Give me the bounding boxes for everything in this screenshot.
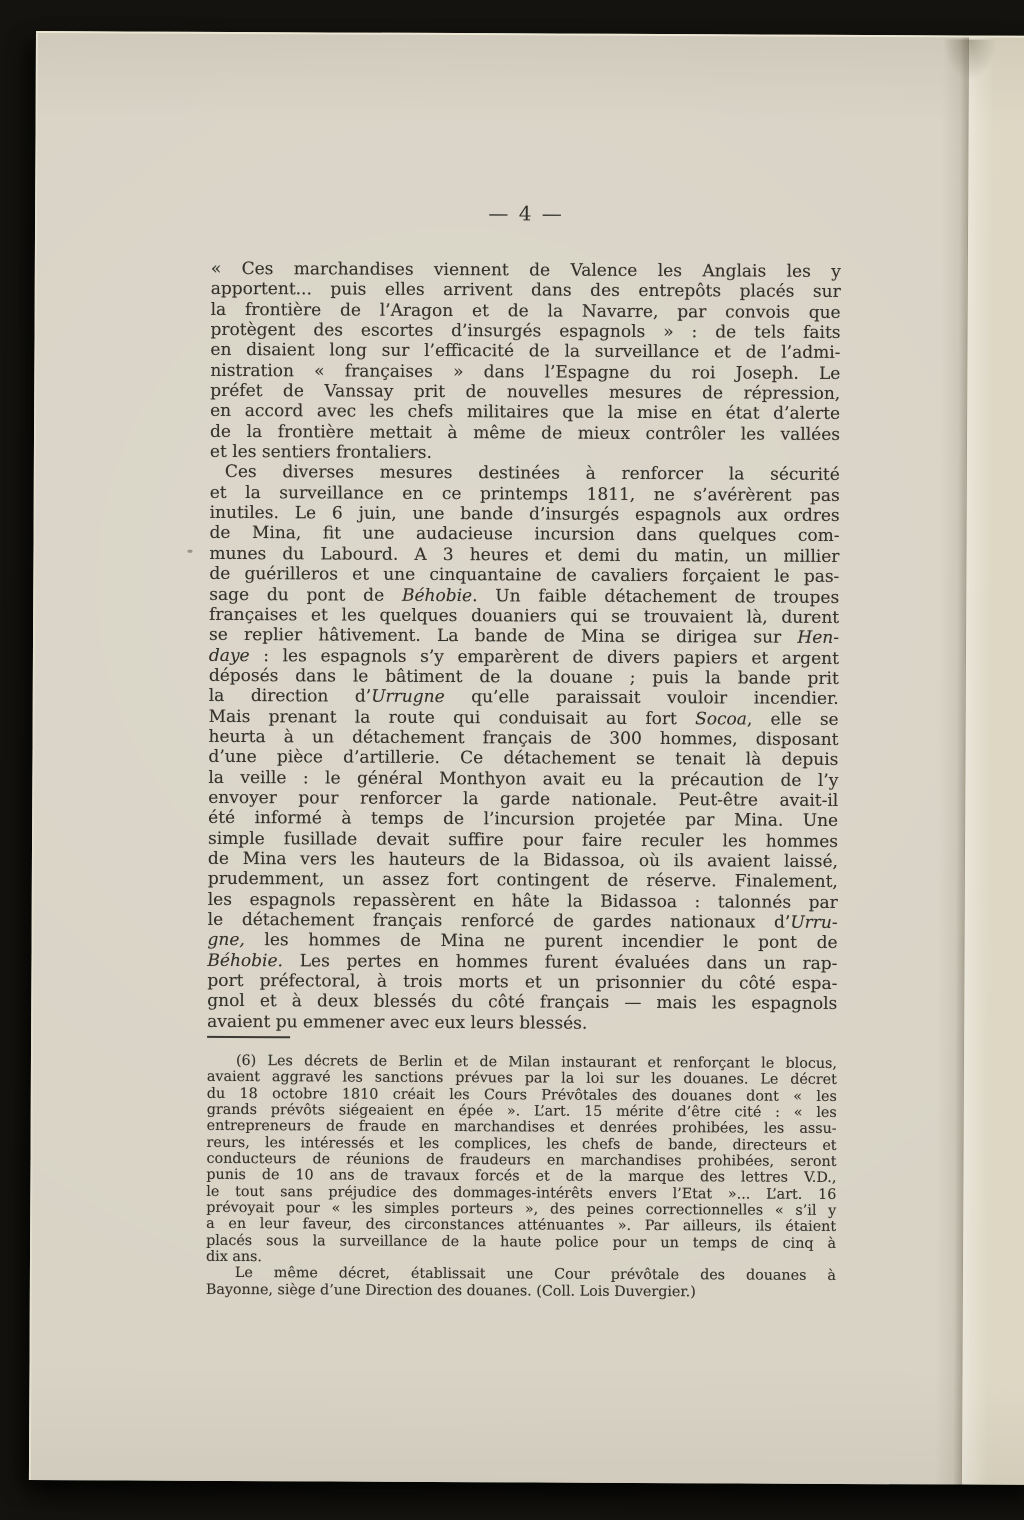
text-segment: nistration « françaises » dans l’Espagne du roi Joseph. Le xyxy=(210,360,841,384)
text-segment: entrepreneurs de fraude en marchandises et denrées prohibées, les assu- xyxy=(206,1118,837,1138)
text-segment: Mais prenant la route qui conduisait au fort xyxy=(208,706,696,729)
body-text xyxy=(207,259,841,1035)
text-segment: la direction d’ xyxy=(208,686,372,707)
page-number: — 4 — xyxy=(488,201,564,226)
text-segment: françaises et les quelques douaniers qui se trouvaient là, durent xyxy=(209,604,840,628)
text-segment: le tout sans préjudice des dommages-intérêts envers l’Etat »... L’art. 16 xyxy=(206,1183,837,1203)
italic-text-segment: Urru- xyxy=(790,912,838,933)
text-segment: dix ans. xyxy=(205,1248,263,1266)
text-segment: en disaient long sur l’efficacité de la surveillance et de l’admi- xyxy=(210,340,841,364)
italic-text-segment: gne, xyxy=(207,930,245,951)
text-segment: : les espagnols s’y emparèrent de divers papiers et argent xyxy=(249,645,839,669)
text-segment: apportent... puis elles arrivent dans des entrepôts placés sur xyxy=(210,279,841,303)
page-surface xyxy=(31,33,968,1485)
footnotes xyxy=(206,1053,837,1301)
italic-text-segment: Urrugne xyxy=(371,686,445,708)
text-segment: protègent des escortes d’insurgés espagnols » : de tels faits xyxy=(210,319,841,343)
text-segment: gnol et à deux blessés du côté français — mais les espagnols xyxy=(207,991,838,1015)
text-segment: port préfectoral, à trois morts et un prisonnier du côté espa- xyxy=(207,970,838,994)
text-segment: inutiles. Le 6 juin, une bande d’insurgés espagnols aux ordres xyxy=(209,502,840,527)
text-segment: prévoyait pour « les simples porteurs », des peines correctionnelles « s’il y xyxy=(206,1199,837,1220)
text-segment: du 18 octobre 1810 créait les Cours Prévôtales des douanes dont « les xyxy=(206,1085,837,1105)
text-line xyxy=(206,1282,836,1301)
text-segment: été informé à temps de l’incursion projetée par Mina. Une xyxy=(208,808,839,832)
text-segment: déposés dans le bâtiment de la douane ; puis la bande prit xyxy=(208,665,839,689)
text-segment: de Mina vers les hauteurs de la Bidassoa, où ils avaient laissé, xyxy=(207,848,838,872)
text-segment: en accord avec les chefs militaires que la mise en état d’alerte xyxy=(210,401,841,425)
text-line xyxy=(207,1012,837,1035)
text-segment: prudemment, un assez fort contingent de réserve. Finalement, xyxy=(207,869,838,893)
text-segment: « Ces marchandises viennent de Valence les Anglais les y xyxy=(210,258,841,282)
italic-text-segment: daye xyxy=(208,645,250,666)
text-segment: le détachement français renforcé de gardes nationaux d’ xyxy=(207,909,791,933)
text-segment: d’une pièce d’artillerie. Ce détachement se tenait là depuis xyxy=(208,747,839,771)
text-segment: la veille : le général Monthyon avait eu la précaution de l’y xyxy=(208,767,839,791)
italic-text-segment: Béhobie. xyxy=(207,950,284,971)
text-segment: reurs, les intéressés et les complices, les chefs de bande, directeurs et xyxy=(206,1134,837,1154)
text-segment: et les sentiers frontaliers. xyxy=(209,441,432,464)
text-segment: Bayonne, siège d’une Direction des douanes. (Coll. Lois Duvergier.) xyxy=(205,1281,696,1301)
text-segment: , elle se xyxy=(746,709,839,730)
text-segment: punis de 10 ans de travaux forcés et de la marque des lettres V.D., xyxy=(206,1167,837,1187)
book-page xyxy=(29,31,1024,1485)
text-segment: Ces diverses mesures destinées à renforcer la sécurité xyxy=(224,462,840,486)
text-segment: avaient aggravé les sanctions prévues par la loi sur les douanes. Le décret xyxy=(206,1069,837,1089)
footnote-6 xyxy=(206,1053,837,1269)
text-segment: qu’elle paraissait vouloir incendier. xyxy=(444,687,839,710)
text-segment: sage du pont de xyxy=(209,584,403,606)
text-segment: a en leur faveur, des circonstances atténuantes ». Par ailleurs, ils étaient xyxy=(206,1216,837,1236)
print-speck xyxy=(187,550,192,553)
text-segment: la frontière de l’Aragon et de la Navarre, par convois que xyxy=(210,299,841,323)
text-segment: préfet de Vanssay prit de nouvelles mesures de répression, xyxy=(210,380,841,404)
italic-text-segment: Béhobie xyxy=(401,585,473,606)
italic-text-segment: Socoa xyxy=(695,708,747,730)
text-segment: de la frontière mettait à même de mieux contrôler les vallées xyxy=(209,421,841,445)
next-page-edge xyxy=(961,38,1024,1485)
footnote-divider xyxy=(207,1036,290,1038)
italic-text-segment: Hen- xyxy=(797,627,840,649)
text-line xyxy=(206,1233,836,1252)
text-segment: simple fusillade devait suffire pour faire reculer les hommes xyxy=(208,828,839,852)
text-segment: Les pertes en hommes furent évaluées dans un rap- xyxy=(282,950,838,974)
footnote-6-continued xyxy=(206,1265,836,1301)
text-segment: munes du Labourd. A 3 heures et demi du matin, un millier xyxy=(209,543,840,567)
text-segment: grands prévôts siégeaient en épée ». L’art. 15 mérite d’être cité : « les xyxy=(206,1101,837,1121)
text-segment: avaient pu emmener avec eux leurs blessés. xyxy=(207,1011,588,1034)
text-segment: les espagnols repassèrent en hâte la Bidassoa : talonnés par xyxy=(207,889,838,913)
paragraph-quote-valence xyxy=(210,259,841,466)
text-segment: Le même décret, établissait une Cour prévôtale des douanes à xyxy=(234,1265,836,1285)
text-segment: et la surveillance en ce printemps 1811, ne s’avérèrent pas xyxy=(209,482,840,506)
text-segment: de Mina, fit une audacieuse incursion dans quelques com- xyxy=(209,523,840,547)
text-segment: de guérilleros et une cinquantaine de cavaliers forçaient le pas- xyxy=(209,564,840,588)
text-segment: (6) Les décrets de Berlin et de Milan instaurant et renforçant le blocus, xyxy=(235,1052,838,1072)
fold-wrinkle xyxy=(940,39,1000,85)
text-segment: se replier hâtivement. La bande de Mina se dirigea sur xyxy=(209,625,798,648)
text-segment: heurta à un détachement français de 300 hommes, disposant xyxy=(208,726,839,750)
text-segment: les hommes de Mina ne purent incendier le pont de xyxy=(244,930,838,954)
text-segment: conducteurs de réunions de fraudeurs en marchandises prohibées, seront xyxy=(206,1150,837,1170)
text-segment: placés sous la surveillance de la haute police pour un temps de cinq à xyxy=(206,1232,837,1252)
paragraph-mina-incursion xyxy=(207,462,840,1035)
text-segment: envoyer pour renforcer la garde nationale. Peut-être avait-il xyxy=(208,787,839,811)
text-segment: . Un faible détachement de troupes xyxy=(472,585,840,608)
